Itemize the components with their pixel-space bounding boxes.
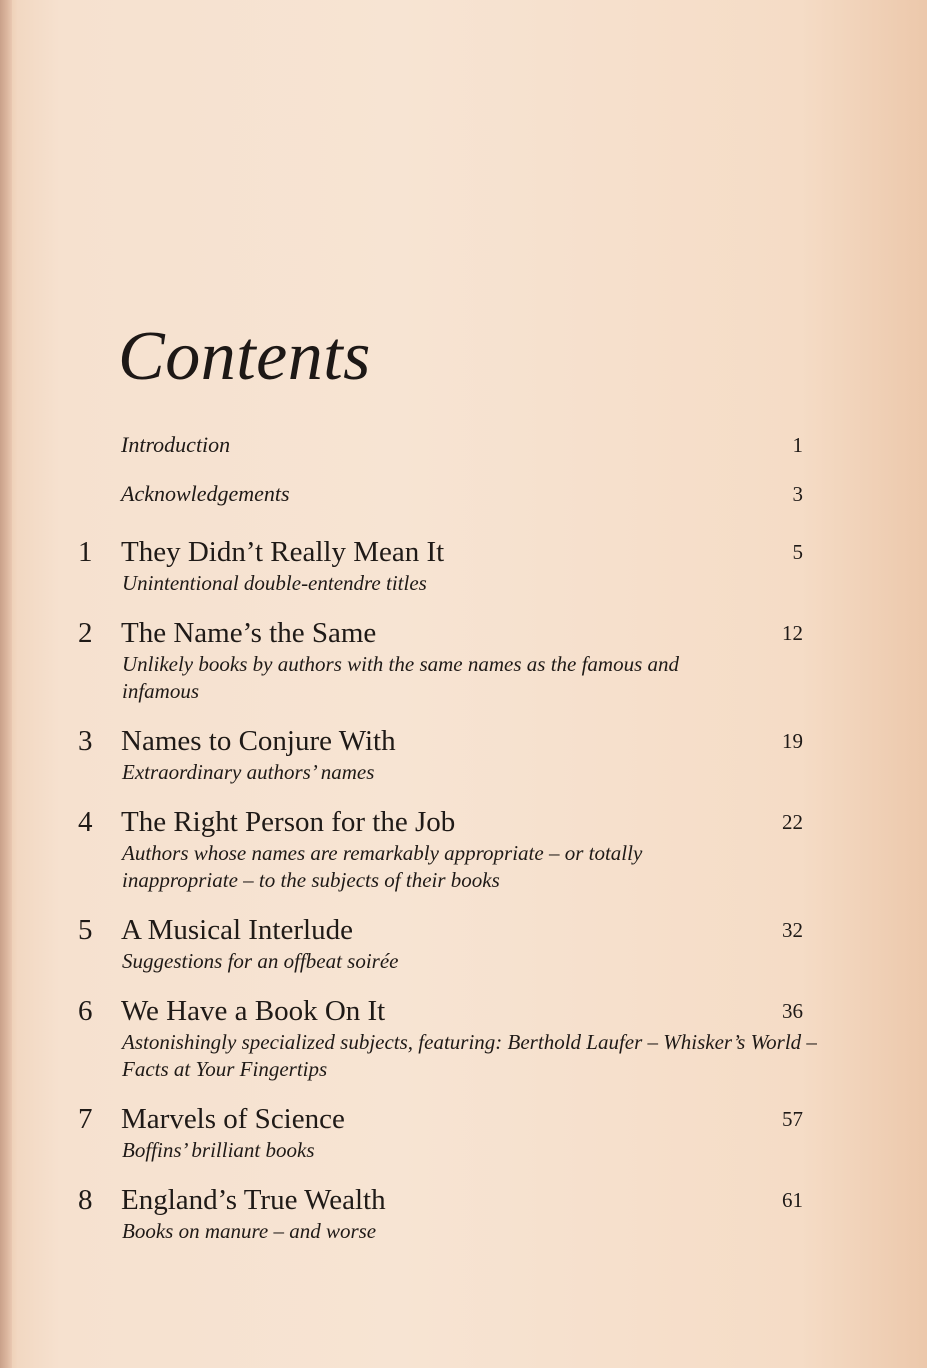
toc-page-number: 5 <box>792 540 803 564</box>
toc-page-number: 36 <box>782 999 803 1023</box>
chapter-title: England’s True Wealth <box>121 1184 386 1216</box>
chapter-title: The Name’s the Same <box>121 617 377 649</box>
toc-page-number: 22 <box>782 810 803 834</box>
toc-entry-title: Introduction <box>121 432 231 457</box>
chapter-subtitle: Unlikely books by authors with the same names as the famous and infamous <box>122 652 680 703</box>
chapter-number: 5 <box>78 914 93 946</box>
toc-page-number: 1 <box>792 433 803 457</box>
chapter-title: The Right Person for the Job <box>121 806 456 838</box>
chapter-title: They Didn’t Really Mean It <box>121 536 445 568</box>
chapter-number: 4 <box>78 806 93 838</box>
toc-page-number: 61 <box>782 1188 803 1212</box>
chapter-number: 7 <box>78 1103 93 1135</box>
toc-page-number: 57 <box>782 1107 803 1131</box>
toc-entry-title: Acknowledgements <box>121 481 290 506</box>
chapter-subtitle: Boffins’ brilliant books <box>122 1138 315 1162</box>
chapter-subtitle: Astonishingly specialized subjects, featuring: Berthold Laufer – Whisker’s World – Facts at Your Fingertips <box>122 1030 817 1081</box>
toc-page-number: 19 <box>782 729 803 753</box>
chapter-number: 1 <box>78 536 93 568</box>
chapter-number: 2 <box>78 617 93 649</box>
chapter-subtitle: Unintentional double-entendre titles <box>122 571 427 595</box>
chapter-subtitle: Authors whose names are remarkably appropriate – or totally inappropriate – to the subjects of their books <box>122 841 643 892</box>
toc-page-number: 3 <box>792 482 803 506</box>
chapter-title: Marvels of Science <box>121 1103 345 1135</box>
chapter-number: 8 <box>78 1184 93 1216</box>
chapter-subtitle: Suggestions for an offbeat soirée <box>122 949 399 973</box>
chapter-number: 3 <box>78 725 93 757</box>
chapter-title: A Musical Interlude <box>121 914 353 946</box>
chapter-subtitle: Books on manure – and worse <box>122 1219 377 1243</box>
chapter-title: We Have a Book On It <box>121 995 386 1027</box>
chapter-title: Names to Conjure With <box>121 725 396 757</box>
toc-page-number: 12 <box>782 621 803 645</box>
page-title: Contents <box>118 318 371 395</box>
chapter-subtitle: Extraordinary authors’ names <box>122 760 375 784</box>
chapter-number: 6 <box>78 995 93 1027</box>
toc-page-number: 32 <box>782 918 803 942</box>
